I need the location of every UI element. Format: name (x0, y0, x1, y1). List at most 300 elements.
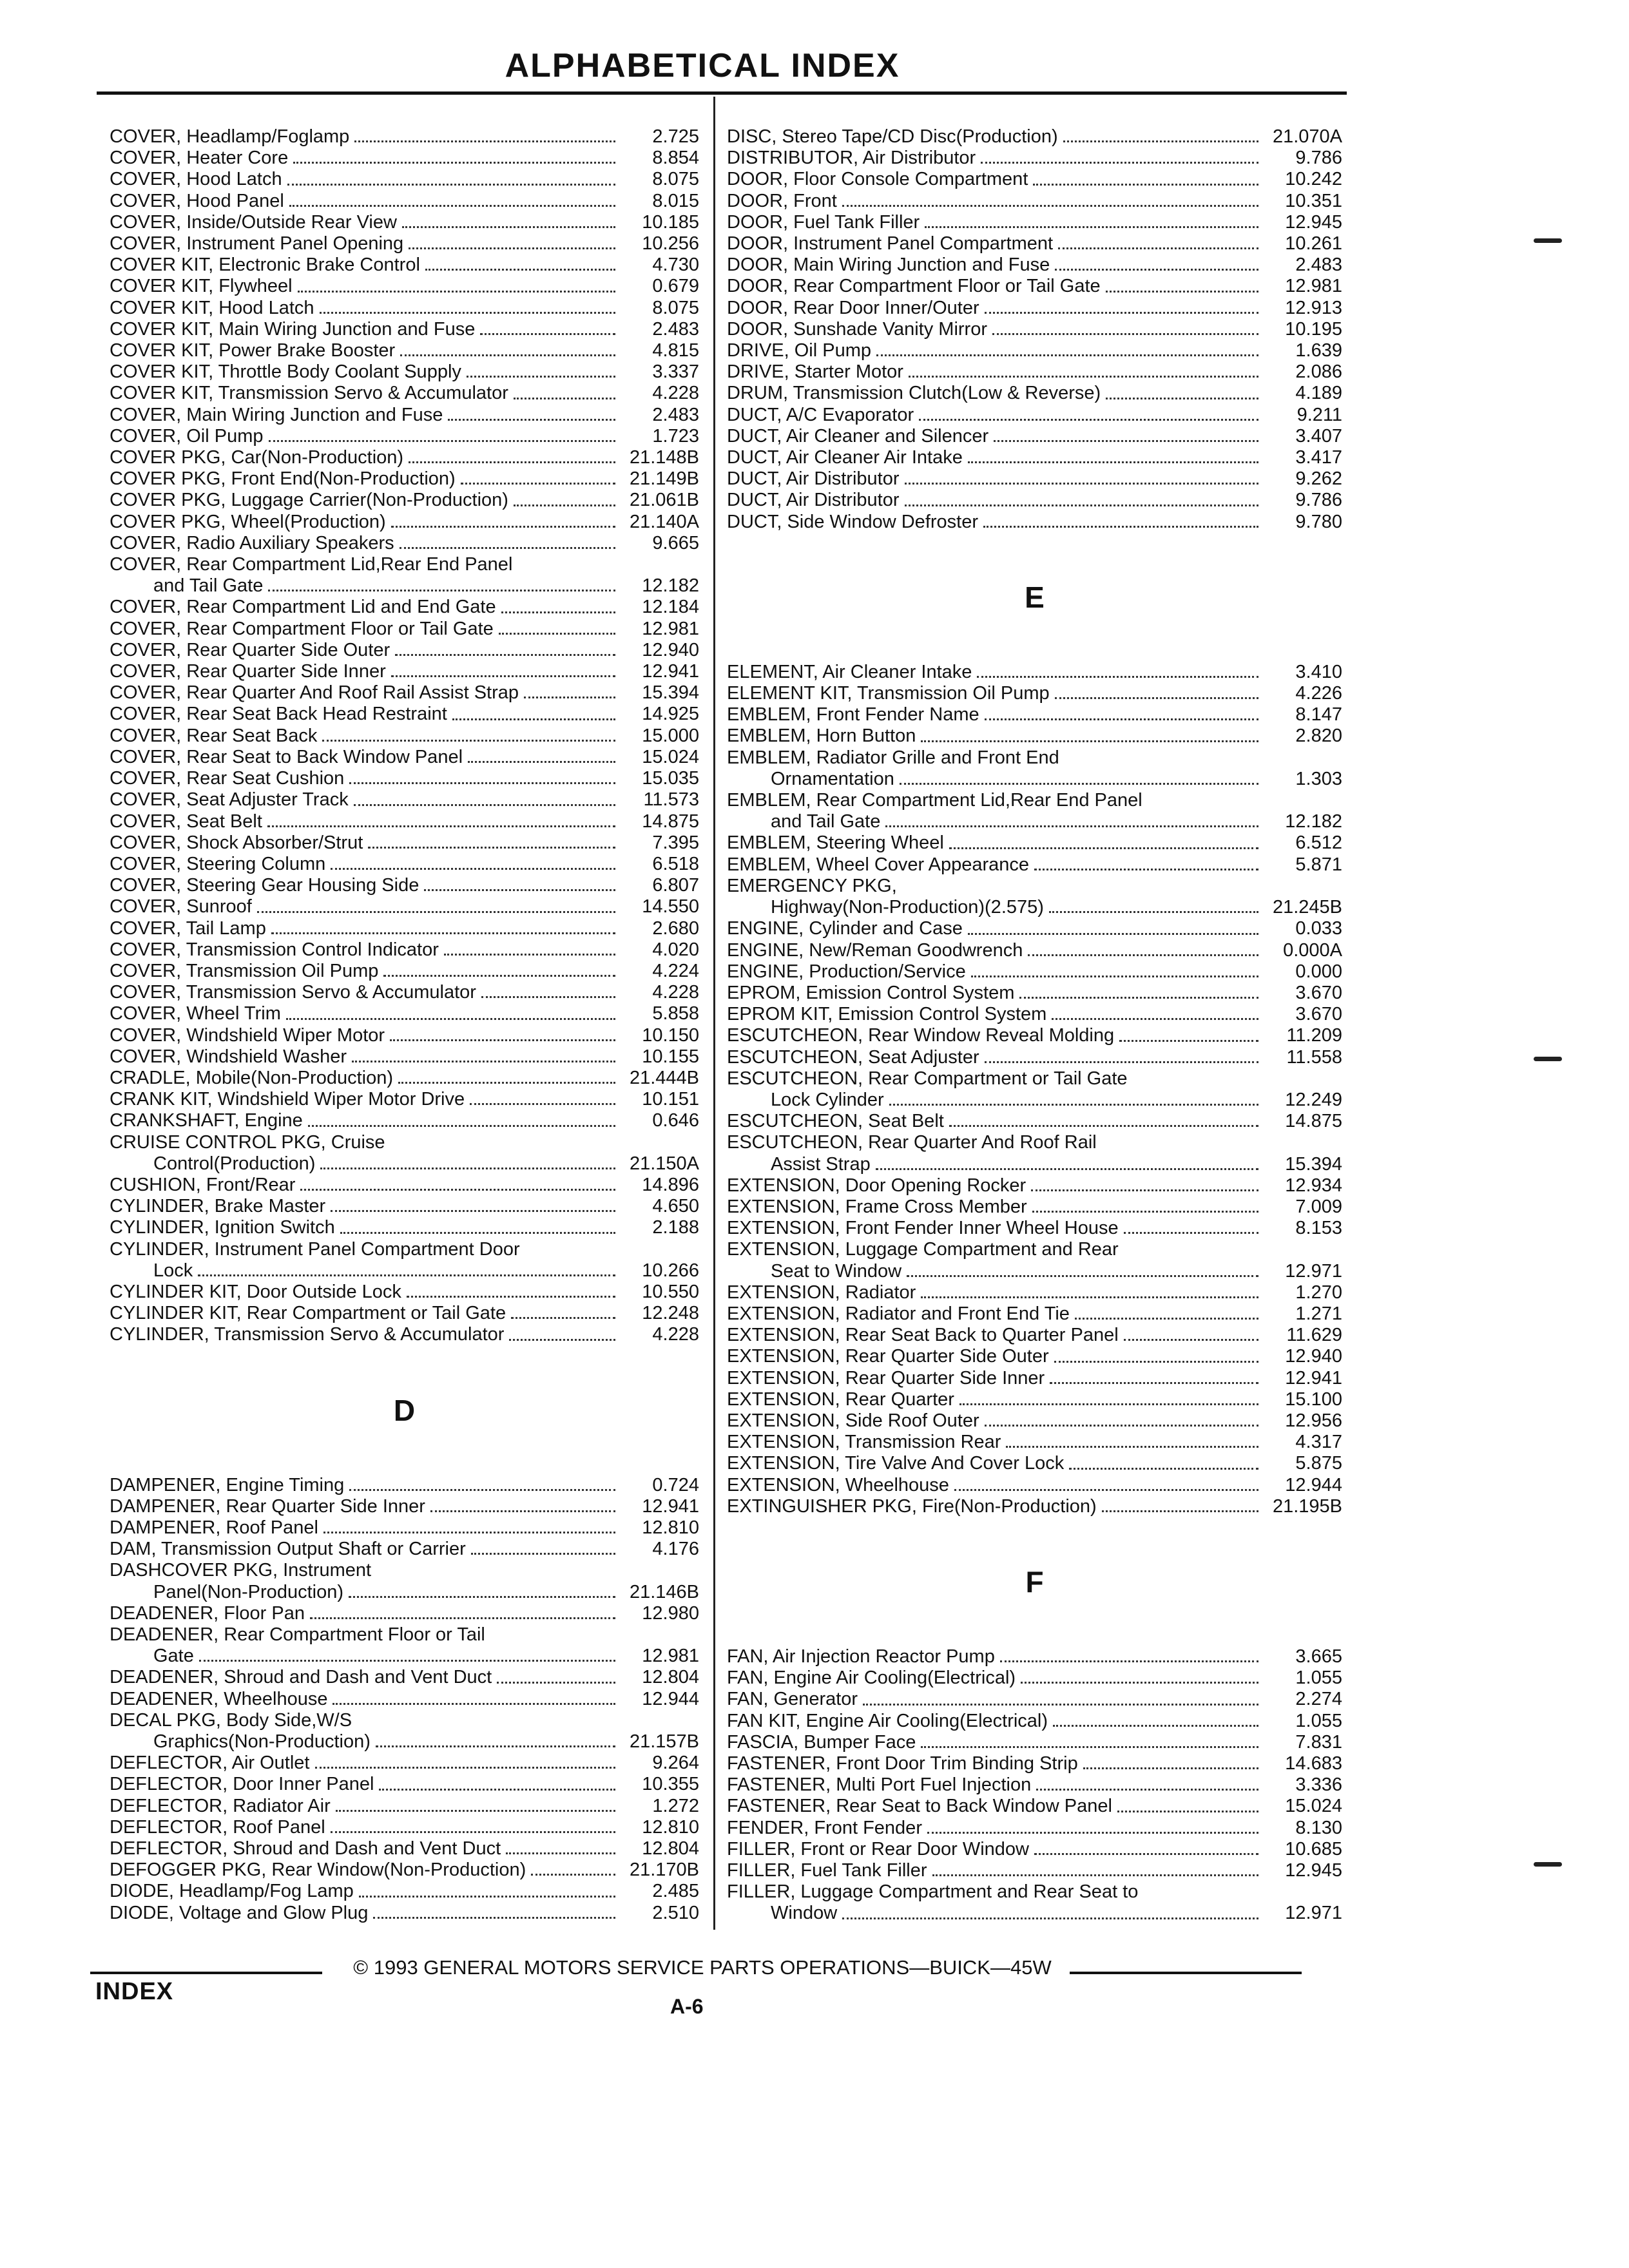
entry-label (110, 1324, 504, 1345)
dot-leader (985, 1425, 1258, 1427)
index-entry (727, 255, 1342, 276)
dot-leader (1034, 1853, 1258, 1855)
entry-label (727, 1047, 979, 1068)
dot-leader (315, 1767, 616, 1769)
dot-leader (293, 162, 615, 164)
entry-text: EMBLEM, Front Fender Name (727, 704, 979, 726)
dot-leader (919, 419, 1258, 421)
index-entry (110, 682, 699, 704)
dot-leader (1028, 954, 1258, 956)
entry-label (727, 1732, 916, 1753)
entry-label (110, 1496, 425, 1517)
index-entry (110, 169, 699, 190)
index-entry (110, 832, 699, 854)
entry-label (727, 468, 900, 490)
dot-leader (514, 505, 615, 506)
entry-text: COVER PKG, Front End(Non-Production) (110, 468, 456, 490)
entry-text: COVER, Instrument Panel Opening (110, 233, 404, 255)
entry-reference: 21.146B (629, 1581, 699, 1602)
entry-reference: 21.157B (629, 1731, 699, 1753)
dot-leader (1117, 1811, 1258, 1812)
index-entry (727, 1646, 1342, 1667)
dot-leader (470, 1103, 615, 1105)
entry-text: COVER, Shock Absorber/Strut (110, 832, 363, 853)
entry-text: CUSHION, Front/Rear (110, 1174, 296, 1195)
entry-text: COVER, Rear Compartment Lid and End Gate (110, 597, 496, 618)
index-entry (110, 1860, 699, 1881)
index-entry (727, 212, 1342, 233)
entry-text: CYLINDER KIT, Rear Compartment or Tail Gate (110, 1303, 506, 1324)
entry-label (727, 1646, 995, 1667)
dot-leader (430, 1510, 615, 1512)
entry-label (727, 383, 1101, 404)
dot-leader (400, 354, 615, 356)
entry-label (110, 832, 363, 854)
dot-leader (921, 1296, 1258, 1298)
entry-text: ESCUTCHEON, Rear Compartment or Tail Gate (727, 1068, 1128, 1089)
entry-reference: 0.000 (1295, 961, 1342, 982)
entry-label (771, 1154, 871, 1175)
index-entry (110, 1624, 699, 1646)
entry-reference: 2.820 (1295, 726, 1342, 747)
entry-label (727, 1818, 922, 1839)
index-entry (727, 1796, 1342, 1817)
entry-reference: 2.086 (1295, 361, 1342, 383)
entry-text: DOOR, Rear Door Inner/Outer (727, 297, 979, 318)
index-entry (727, 1881, 1342, 1903)
entry-text: Ornamentation (771, 768, 894, 789)
entry-label (110, 212, 397, 233)
dot-leader (402, 226, 615, 228)
entry-label (110, 1217, 335, 1238)
entry-label (727, 1196, 1027, 1218)
entry-text: DEFLECTOR, Door Inner Panel (110, 1774, 374, 1795)
index-entry (727, 1410, 1342, 1432)
index-entry (727, 319, 1342, 340)
title-rule (97, 91, 1347, 95)
index-entry (727, 447, 1342, 468)
dot-leader (1033, 184, 1258, 186)
entry-label (110, 1132, 385, 1153)
entry-text: DUCT, Air Distributor (727, 468, 900, 490)
index-entry (727, 1389, 1342, 1410)
entry-label (110, 1603, 305, 1624)
entry-text: EXTENSION, Front Fender Inner Wheel House (727, 1218, 1119, 1239)
entry-reference: 7.831 (1295, 1731, 1342, 1753)
entry-reference: 10.261 (1285, 233, 1342, 255)
entry-label (110, 1003, 281, 1024)
index-entry (110, 704, 699, 725)
entry-text: ESCUTCHEON, Seat Belt (727, 1111, 944, 1132)
entry-label (727, 747, 1059, 769)
dot-leader (842, 205, 1258, 207)
entry-text: EXTENSION, Rear Quarter Side Inner (727, 1367, 1045, 1389)
entry-text: EXTENSION, Transmission Rear (727, 1432, 1001, 1453)
dot-leader (954, 1489, 1258, 1491)
entry-text: EXTENSION, Wheelhouse (727, 1474, 949, 1495)
entry-label (771, 1261, 901, 1282)
entry-reference: 4.224 (652, 960, 699, 981)
entry-text: ELEMENT KIT, Transmission Oil Pump (727, 683, 1050, 704)
entry-reference: 12.971 (1285, 1260, 1342, 1282)
dot-leader (349, 1489, 615, 1491)
entry-reference: 12.945 (1285, 1860, 1342, 1881)
entry-label (727, 1175, 1026, 1196)
entry-label (110, 1796, 331, 1817)
entry-label (110, 1817, 325, 1838)
index-entry (727, 126, 1342, 148)
entry-text: DISC, Stereo Tape/CD Disc(Production) (727, 126, 1058, 147)
entry-label (110, 1881, 354, 1902)
entry-label (110, 961, 378, 982)
entry-label (110, 1196, 325, 1217)
dot-leader (391, 526, 615, 528)
entry-text: COVER, Transmission Servo & Accumulator (110, 982, 476, 1003)
entry-label (110, 661, 386, 682)
entry-text: COVER, Oil Pump (110, 425, 264, 447)
entry-text: COVER, Rear Quarter And Roof Rail Assist Strap (110, 682, 519, 704)
index-entry (110, 1025, 699, 1046)
entry-text: FASCIA, Bumper Face (727, 1731, 916, 1753)
entry-label (727, 1881, 1138, 1903)
entry-text: COVER, Rear Compartment Floor or Tail Gate (110, 618, 494, 639)
entry-reference: 10.155 (642, 1046, 699, 1067)
entry-label (727, 212, 920, 233)
index-entry (110, 640, 699, 661)
entry-text: DEFLECTOR, Shroud and Dash and Vent Duct (110, 1838, 501, 1860)
entry-reference: 2.483 (652, 404, 699, 425)
section-heading: E (1025, 580, 1045, 614)
scan-mark (1534, 1057, 1562, 1061)
index-entry (727, 1282, 1342, 1303)
entry-label (727, 1860, 927, 1881)
entry-reference: 3.670 (1295, 1004, 1342, 1025)
index-entry (110, 1560, 699, 1581)
dot-leader (300, 1189, 615, 1191)
entry-label (110, 768, 344, 789)
index-entry (110, 1175, 699, 1196)
entry-reference: 12.944 (1285, 1474, 1342, 1495)
dot-leader (1052, 1018, 1258, 1020)
entry-reference: 4.730 (652, 255, 699, 276)
entry-text: CYLINDER, Instrument Panel Compartment Door (110, 1238, 520, 1260)
index-entry (727, 361, 1342, 383)
entry-reference: 12.941 (642, 661, 699, 682)
entry-text: Highway(Non-Production)(2.575) (771, 897, 1044, 918)
dot-leader (198, 1274, 615, 1276)
dot-leader (376, 1745, 615, 1747)
dot-leader (909, 376, 1258, 378)
dot-leader (949, 1125, 1258, 1127)
entry-text: DAMPENER, Engine Timing (110, 1474, 345, 1495)
entry-reference: 12.941 (642, 1495, 699, 1517)
entry-reference: 14.550 (642, 896, 699, 918)
page-title: ALPHABETICAL INDEX (505, 47, 900, 84)
index-entry (110, 1068, 699, 1089)
column-divider (713, 97, 715, 1930)
entry-reference: 2.188 (652, 1217, 699, 1238)
entry-text: EMBLEM, Steering Wheel (727, 832, 944, 854)
entry-label (727, 854, 1029, 876)
dot-leader (391, 675, 615, 677)
entry-reference: 4.228 (652, 1324, 699, 1345)
entry-text: EXTENSION, Side Roof Outer (727, 1410, 979, 1431)
dot-leader (1049, 911, 1258, 913)
dot-leader (199, 1660, 615, 1662)
dot-leader (977, 676, 1258, 678)
index-entry (727, 790, 1342, 811)
dot-leader (1119, 1040, 1258, 1042)
index-entry (110, 1303, 699, 1324)
index-entry (727, 662, 1342, 683)
entry-text: DEADENER, Rear Compartment Floor or Tail (110, 1624, 485, 1645)
index-entry (110, 811, 699, 832)
entry-reference: 4.228 (652, 982, 699, 1003)
entry-reference: 4.317 (1295, 1432, 1342, 1453)
entry-label (727, 1410, 979, 1432)
dot-leader (320, 312, 615, 314)
entry-reference: 21.148B (629, 447, 699, 468)
entry-reference: 12.182 (1285, 811, 1342, 832)
entry-reference: 0.033 (1295, 918, 1342, 939)
entry-label (110, 982, 476, 1003)
entry-label (727, 1453, 1064, 1474)
dot-leader (889, 1104, 1258, 1106)
index-entry (110, 1475, 699, 1496)
dot-leader (509, 1339, 615, 1341)
entry-text: COVER, Steering Column (110, 853, 326, 874)
entry-reference: 21.140A (629, 511, 699, 532)
entry-reference: 7.395 (652, 832, 699, 853)
dot-leader (959, 1403, 1258, 1405)
entry-label (110, 426, 264, 447)
dot-leader (1124, 1232, 1258, 1234)
index-entry (110, 768, 699, 789)
entry-text: EXTENSION, Radiator (727, 1282, 916, 1303)
index-entry (110, 1239, 699, 1260)
index-entry (727, 1346, 1342, 1367)
dot-leader (1083, 1767, 1258, 1769)
entry-label (727, 726, 916, 747)
section-label: INDEX (95, 1978, 174, 2005)
index-entry (727, 1090, 1342, 1111)
entry-text: COVER, Tail Lamp (110, 918, 266, 939)
entry-text: FASTENER, Rear Seat to Back Window Panel (727, 1796, 1112, 1817)
entry-label (110, 126, 349, 148)
index-entry (727, 683, 1342, 704)
entry-text: DOOR, Sunshade Vanity Mirror (727, 318, 987, 340)
dot-leader (468, 761, 615, 763)
entry-reference: 10.185 (642, 211, 699, 233)
entry-text: Gate (153, 1646, 194, 1667)
entry-reference: 12.981 (642, 618, 699, 639)
entry-reference: 11.573 (643, 789, 699, 811)
dot-leader (905, 483, 1259, 485)
entry-label (110, 1903, 368, 1924)
index-entry (110, 619, 699, 640)
index-entry (727, 1818, 1342, 1839)
index-entry (727, 747, 1342, 769)
dot-leader (480, 333, 615, 335)
index-entry (110, 789, 699, 811)
dot-leader (968, 933, 1258, 935)
entry-text: DIODE, Voltage and Glow Plug (110, 1902, 369, 1923)
entry-text: COVER, Rear Seat Back Head Restraint (110, 704, 447, 725)
dot-leader (1055, 697, 1258, 699)
dot-leader (968, 461, 1258, 463)
index-entry (110, 1110, 699, 1131)
entry-text: Lock (153, 1260, 193, 1281)
entry-reference: 4.226 (1295, 683, 1342, 704)
entry-text: FAN, Engine Air Cooling(Electrical) (727, 1667, 1016, 1689)
entry-reference: 4.020 (652, 939, 699, 960)
entry-reference: 12.249 (1285, 1089, 1342, 1110)
entry-label (727, 876, 897, 897)
entry-label (110, 490, 508, 511)
entry-label (110, 191, 284, 212)
index-entry (727, 1196, 1342, 1218)
entry-reference: 12.940 (642, 639, 699, 660)
index-entry (110, 1689, 699, 1710)
dot-leader (359, 1896, 615, 1898)
entry-label (110, 597, 496, 618)
entry-label (727, 940, 1023, 961)
index-column-left (110, 126, 699, 1924)
entry-text: FILLER, Front or Rear Door Window (727, 1838, 1029, 1860)
entry-label (110, 726, 317, 747)
entry-text: COVER, Seat Adjuster Track (110, 789, 349, 811)
entry-text: CYLINDER, Transmission Servo & Accumulator (110, 1324, 505, 1345)
index-entry (727, 276, 1342, 297)
index-entry (727, 961, 1342, 983)
index-entry (110, 1153, 699, 1175)
dot-leader (1006, 1446, 1258, 1448)
entry-label (727, 298, 979, 319)
dot-leader (985, 312, 1258, 314)
index-entry (110, 255, 699, 276)
entry-text: ESCUTCHEON, Seat Adjuster (727, 1046, 979, 1068)
dot-leader (320, 1168, 615, 1169)
dot-leader (983, 526, 1258, 528)
index-entry (110, 212, 699, 233)
dot-leader (269, 440, 616, 442)
dot-leader (1031, 1189, 1258, 1191)
entry-text: EMBLEM, Rear Compartment Lid,Rear End Panel (727, 790, 1142, 811)
entry-reference: 12.971 (1285, 1903, 1342, 1924)
index-entry (110, 918, 699, 939)
entry-label (771, 1903, 837, 1924)
entry-reference: 9.211 (1296, 404, 1342, 425)
entry-label (110, 619, 494, 640)
entry-label (727, 832, 944, 854)
index-entry (727, 811, 1342, 832)
entry-reference: 1.303 (1295, 768, 1342, 789)
entry-label (771, 811, 880, 832)
entry-text: EXTENSION, Radiator and Front End Tie (727, 1303, 1070, 1324)
entry-reference: 3.336 (1295, 1774, 1342, 1796)
footer-rule-left (90, 1972, 322, 1974)
entry-text: COVER KIT, Electronic Brake Control (110, 255, 420, 276)
entry-text: COVER KIT, Power Brake Booster (110, 340, 396, 361)
dot-leader (271, 932, 615, 934)
entry-text: COVER, Wheel Trim (110, 1003, 281, 1024)
entry-text: DECAL PKG, Body Side,W/S (110, 1709, 352, 1731)
entry-text: COVER, Windshield Wiper Motor (110, 1024, 385, 1046)
entry-reference: 15.100 (1285, 1389, 1342, 1410)
index-entry (727, 1154, 1342, 1175)
index-entry (110, 1817, 699, 1838)
entry-label (110, 554, 512, 575)
entry-label (110, 1046, 347, 1068)
entry-reference: 12.934 (1285, 1175, 1342, 1196)
dot-leader (298, 291, 615, 293)
entry-text: DAMPENER, Rear Quarter Side Inner (110, 1495, 425, 1517)
entry-reference: 2.483 (1295, 255, 1342, 276)
dot-leader (267, 825, 615, 827)
entry-reference: 6.512 (1295, 832, 1342, 854)
entry-reference: 8.130 (1295, 1817, 1342, 1838)
index-entry (727, 1689, 1342, 1710)
entry-text: DOOR, Rear Compartment Floor or Tail Gate (727, 276, 1101, 297)
entry-label (153, 1260, 193, 1282)
entry-label (110, 1838, 501, 1860)
entry-text: EMERGENCY PKG, (727, 875, 897, 896)
entry-label (110, 1753, 310, 1774)
index-entry (727, 1325, 1342, 1346)
index-entry (110, 512, 699, 533)
entry-reference: 0.679 (652, 276, 699, 297)
entry-label (110, 1539, 466, 1560)
index-entry (727, 1261, 1342, 1282)
entry-label (727, 918, 963, 939)
entry-label (727, 790, 1142, 811)
dot-leader (289, 205, 615, 207)
index-entry (110, 276, 699, 297)
index-entry (110, 1132, 699, 1153)
index-entry (727, 1860, 1342, 1881)
index-entry (727, 1711, 1342, 1732)
entry-label (727, 426, 988, 447)
entry-label (110, 1560, 371, 1581)
dot-leader (308, 1125, 615, 1127)
entry-label (727, 662, 972, 683)
entry-label (727, 983, 1014, 1004)
entry-reference: 9.786 (1295, 148, 1342, 169)
entry-text: COVER, Transmission Control Indicator (110, 939, 439, 960)
dot-leader (1050, 1382, 1258, 1384)
entry-label (727, 361, 903, 383)
index-entry (110, 854, 699, 875)
dot-leader (1036, 1789, 1258, 1791)
index-entry (727, 405, 1342, 426)
scan-mark (1534, 238, 1562, 243)
entry-text: COVER KIT, Transmission Servo & Accumulator (110, 383, 508, 404)
entry-label (727, 1796, 1112, 1817)
entry-reference: 14.683 (1285, 1753, 1342, 1774)
entry-text: Window (771, 1903, 838, 1924)
entry-label (110, 1025, 385, 1046)
entry-label (771, 1090, 884, 1111)
dot-leader (1000, 1660, 1258, 1662)
index-entry (110, 1046, 699, 1068)
index-entry (110, 319, 699, 340)
index-entry (110, 361, 699, 383)
entry-reference: 4.189 (1295, 383, 1342, 404)
index-entry (727, 1432, 1342, 1453)
entry-text: DOOR, Floor Console Compartment (727, 169, 1028, 190)
dot-leader (1102, 1510, 1258, 1512)
dot-leader (286, 1018, 615, 1020)
